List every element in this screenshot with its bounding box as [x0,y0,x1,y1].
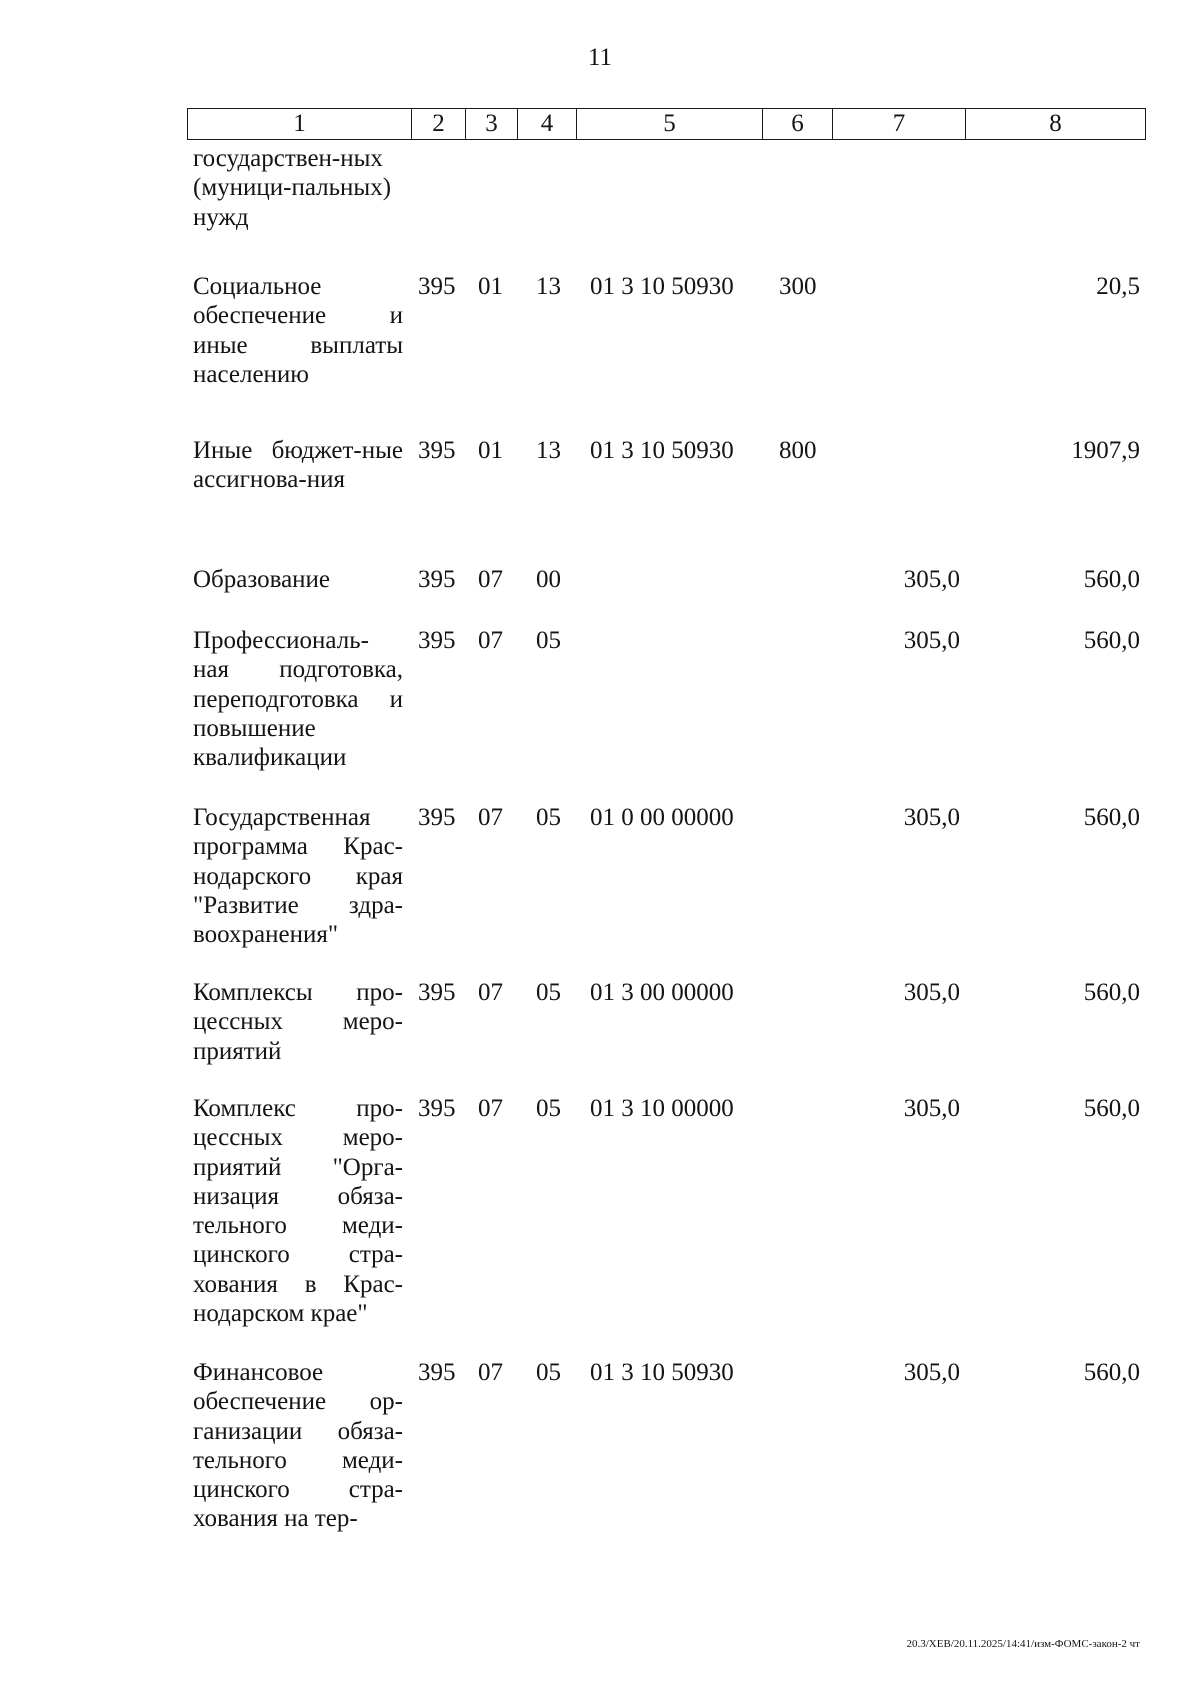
row-expense-type: 300 [779,273,817,300]
row-subsection: 05 [536,804,561,831]
row-code-admin: 395 [418,1095,456,1122]
row-amount-7: 305,0 [903,627,960,654]
row-amount-8: 560,0 [1083,1095,1140,1122]
row-code-admin: 395 [418,566,456,593]
page-number: 11 [587,44,613,71]
row-section: 07 [478,1359,503,1386]
row-code-admin: 395 [418,627,456,654]
header-col-8: 8 [966,109,1146,140]
row-section: 07 [478,627,503,654]
row-target-article: 01 3 00 00000 [590,979,734,1006]
row-name: Финансовое обеспечение ор-ганизации обяза-тельного меди-цинского стра-хования на тер- [193,1359,403,1533]
row-amount-7: 305,0 [903,566,960,593]
row-subsection: 13 [536,273,561,300]
row-subsection: 00 [536,566,561,593]
document-stamp: 20.3/ХЕВ/20.11.2025/14:41/изм-ФОМС-закон-2 чт [906,1638,1140,1650]
row-code-admin: 395 [418,437,456,464]
row-section: 01 [478,273,503,300]
row-code-admin: 395 [418,273,456,300]
header-col-7: 7 [833,109,966,140]
row-name: Социальное обеспечение и иные выплаты населению [193,273,403,388]
row-amount-8: 560,0 [1083,804,1140,831]
row-amount-7: 305,0 [903,979,960,1006]
row-name: государствен-ных (муници-пальных) нужд [193,145,392,231]
row-subsection: 05 [536,979,561,1006]
row-section: 07 [478,979,503,1006]
row-name: Образование [193,566,331,593]
row-amount-8: 560,0 [1083,1359,1140,1386]
row-amount-8: 20,5 [1096,273,1140,300]
row-code-admin: 395 [418,804,456,831]
header-col-4: 4 [518,109,577,140]
row-amount-8: 560,0 [1083,979,1140,1006]
row-target-article: 01 3 10 50930 [590,273,734,300]
row-code-admin: 395 [418,1359,456,1386]
row-subsection: 05 [536,627,561,654]
header-col-3: 3 [466,109,518,140]
row-name: Профессиональ-ная подготовка, переподготовка и повышение квалификации [193,627,403,772]
row-name: Государственная программа Крас-нодарского края "Развитие здра-воохранения" [193,804,403,949]
row-section: 07 [478,566,503,593]
row-subsection: 05 [536,1359,561,1386]
row-subsection: 05 [536,1095,561,1122]
row-name: Комплекс про-цессных меро-приятий "Орга-низация обяза-тельного меди-цинского стра-хования в Крас-нодарском крае" [193,1095,403,1328]
row-target-article: 01 0 00 00000 [590,804,734,831]
row-subsection: 13 [536,437,561,464]
row-name: Комплексы про-цессных меро-приятий [193,979,403,1065]
header-col-1: 1 [188,109,412,140]
row-amount-7: 305,0 [903,1095,960,1122]
row-section: 07 [478,1095,503,1122]
row-amount-8: 1907,9 [1071,437,1140,464]
row-code-admin: 395 [418,979,456,1006]
row-amount-7: 305,0 [903,1359,960,1386]
row-target-article: 01 3 10 50930 [590,1359,734,1386]
header-col-2: 2 [412,109,466,140]
row-name: Иные бюджет-ные ассигнова-ния [193,437,403,494]
row-target-article: 01 3 10 00000 [590,1095,734,1122]
row-amount-8: 560,0 [1083,566,1140,593]
row-section: 01 [478,437,503,464]
row-target-article: 01 3 10 50930 [590,437,734,464]
row-amount-7: 305,0 [903,804,960,831]
row-amount-8: 560,0 [1083,627,1140,654]
column-number-header [187,108,1146,140]
row-section: 07 [478,804,503,831]
header-col-5: 5 [577,109,763,140]
row-expense-type: 800 [779,437,817,464]
header-col-6: 6 [763,109,833,140]
